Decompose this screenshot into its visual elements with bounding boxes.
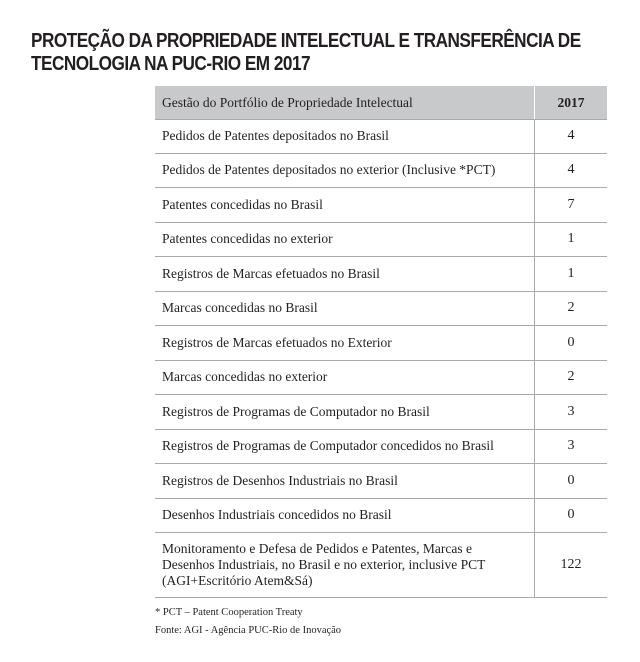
row-label: Marcas concedidas no Brasil — [155, 292, 535, 326]
header-year: 2017 — [557, 94, 585, 110]
footnote-source: Fonte: AGI - Agência PUC-Rio de Inovação — [155, 625, 342, 636]
ip-portfolio-table — [155, 86, 607, 598]
row-label: Desenhos Industriais concedidos no Brasil — [155, 499, 535, 533]
row-value: 0 — [567, 507, 575, 523]
header-label: Gestão do Portfólio de Propriedade Intelectual — [155, 86, 535, 119]
row-label: Patentes concedidas no Brasil — [155, 188, 535, 222]
row-label: Registros de Programas de Computador concedidos no Brasil — [155, 430, 535, 464]
row-value: 0 — [567, 334, 575, 350]
title-line-2: TECNOLOGIA NA PUC-RIO EM 2017 — [31, 53, 311, 75]
table-header — [155, 86, 607, 119]
row-value: 2 — [567, 369, 575, 385]
title-line-1: PROTEÇÃO DA PROPRIEDADE INTELECTUAL E TRANSFERÊNCIA DE — [31, 30, 581, 52]
table-row — [155, 430, 607, 465]
table-body — [155, 119, 607, 598]
table-row — [155, 464, 607, 499]
row-label: Registros de Desenhos Industriais no Brasil — [155, 464, 535, 498]
row-value: 7 — [567, 196, 575, 212]
row-label: Marcas concedidas no exterior — [155, 361, 535, 395]
table-row — [155, 257, 607, 292]
row-value: 1 — [567, 231, 575, 247]
row-value: 3 — [567, 438, 575, 454]
table-row — [155, 361, 607, 396]
footnote-pct: * PCT – Patent Cooperation Treaty — [155, 607, 303, 618]
row-value: 0 — [567, 472, 575, 488]
row-value: 2 — [567, 300, 575, 316]
table-row — [155, 395, 607, 430]
row-label: Registros de Marcas efetuados no Exterior — [155, 326, 535, 360]
table-row — [155, 154, 607, 189]
table-row — [155, 326, 607, 361]
row-value: 1 — [567, 265, 575, 281]
table-row — [155, 499, 607, 534]
row-label: Registros de Marcas efetuados no Brasil — [155, 257, 535, 291]
row-label: Registros de Programas de Computador no Brasil — [155, 395, 535, 429]
row-label: Monitoramento e Defesa de Pedidos e Patentes, Marcas e Desenhos Industriais, no Brasil e no exterior, inclusive PCT (AGI+Escritório Atem&Sá) — [155, 533, 535, 597]
row-value: 3 — [567, 403, 575, 419]
row-value: 4 — [567, 162, 575, 178]
table-row — [155, 119, 607, 154]
table-row — [155, 533, 607, 598]
row-value: 122 — [560, 557, 582, 572]
row-label: Pedidos de Patentes depositados no exterior (Inclusive *PCT) — [155, 154, 535, 188]
page-title — [31, 30, 581, 76]
row-label: Pedidos de Patentes depositados no Brasil — [155, 120, 535, 153]
table-row — [155, 188, 607, 223]
table-row — [155, 292, 607, 327]
row-label: Patentes concedidas no exterior — [155, 223, 535, 257]
row-value: 4 — [567, 128, 575, 144]
table-row — [155, 223, 607, 258]
